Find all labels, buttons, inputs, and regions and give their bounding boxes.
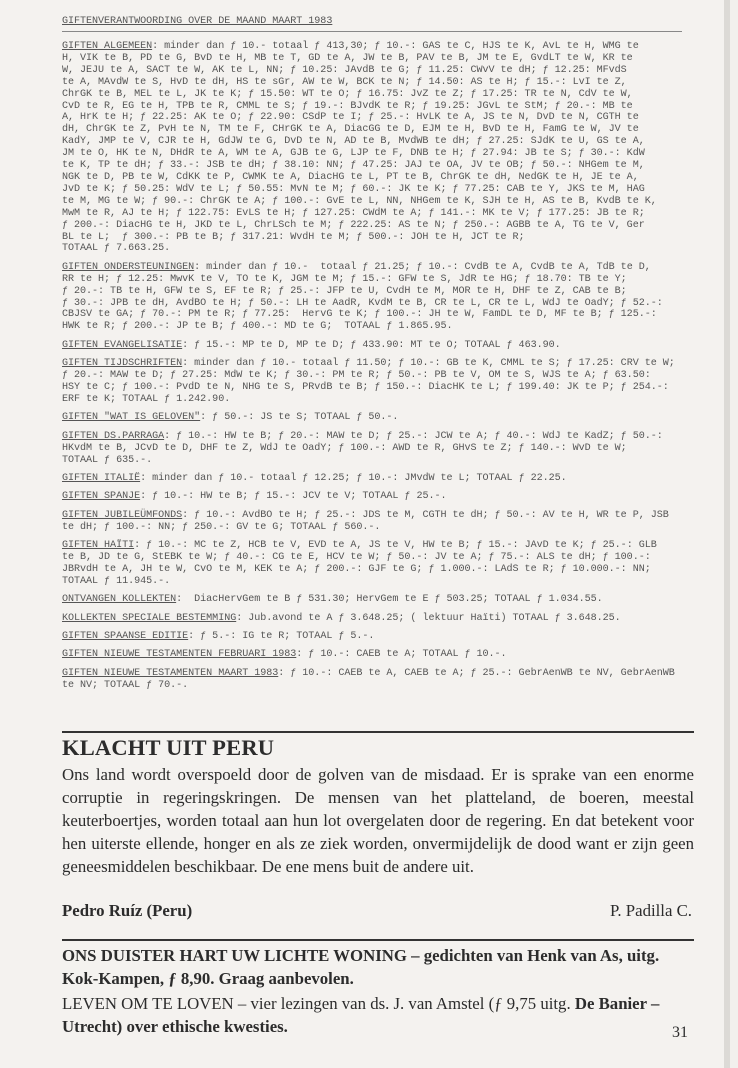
donation-line xyxy=(62,232,682,244)
donation-line xyxy=(62,382,682,394)
line-text: : ƒ 10.-: HW te B; ƒ 15.-: JCV te V; TOTAAL ƒ 25.-. xyxy=(140,491,447,503)
section-label: GIFTEN NIEUWE TESTAMENTEN MAART 1983 xyxy=(62,667,279,679)
book-ad-ons-duister-hart: ONS DUISTER HART UW LICHTE WONING – gedichten van Henk van As, uitg. Kok-Kampen, ƒ 8,90. Graag aanbevolen. xyxy=(62,946,660,988)
donation-line xyxy=(62,243,682,255)
section-label: GIFTEN JUBILEÜMFONDS xyxy=(62,509,183,521)
section-label: GIFTEN NIEUWE TESTAMENTEN FEBRUARI 1983 xyxy=(62,649,297,661)
article-divider-top xyxy=(62,731,694,733)
line-text: : DiacHervGem te B ƒ 531.30; HervGem te E ƒ 503.25; TOTAAL ƒ 1.034.55. xyxy=(176,594,603,606)
donation-section xyxy=(62,473,682,485)
article-title: KLACHT UIT PERU xyxy=(62,735,275,760)
donation-line xyxy=(62,473,682,485)
donation-line xyxy=(62,274,682,286)
line-text: H, VIK te B, PD te G, BvD te H, MB te T, GD te A, JW te B, PAV te B, JM te E, GvdLT te W, KR te xyxy=(62,52,633,64)
donation-line xyxy=(62,136,682,148)
donation-line xyxy=(62,124,682,136)
line-text: A, HrK te H; ƒ 22.25: AK te O; ƒ 22.90: CSdP te I; ƒ 25.-: HvLK te A, JS te N, DvD te N, CGTH te xyxy=(62,112,639,124)
line-text: RR te H; ƒ 12.25: MwvK te V, TO te K, JGM te M; ƒ 15.-: GFW te S, JdR te HG; ƒ 18.70: TB te Y; xyxy=(62,273,627,285)
line-text: HSY te C; ƒ 100.-: PvdD te N, NHG te S, PRvdB te B; ƒ 150.-: DiacHK te L; ƒ 199.40: JK te P; ƒ 254.-: xyxy=(62,381,669,393)
donation-line xyxy=(62,370,682,382)
donation-section xyxy=(62,41,682,255)
article-author: Pedro Ruíz (Peru) xyxy=(62,901,193,920)
line-text: te dH; ƒ 100.-: NN; ƒ 250.-: GV te G; TOTAAL ƒ 560.-. xyxy=(62,521,381,533)
section-label: GIFTEN TIJDSCHRIFTEN xyxy=(62,358,183,370)
donation-line xyxy=(62,443,682,455)
donation-line xyxy=(62,491,682,503)
donation-line xyxy=(62,576,682,588)
line-text: : ƒ 10.-: HW te B; ƒ 20.-: MAW te D; ƒ 25.-: JCW te A; ƒ 40.-: WdJ te KadZ; ƒ 50.-: xyxy=(164,430,663,442)
donation-line xyxy=(62,431,682,443)
donation-section xyxy=(62,613,682,625)
donation-line xyxy=(62,309,682,321)
donation-line xyxy=(62,101,682,113)
donation-line xyxy=(62,649,682,661)
article-body: Ons land wordt overspoeld door de golven van de misdaad. Er is sprake van een enorme corruptie in regeringskringen. De mensen van het platteland, de boeren, meestal keuterboertjes, worden totaal aan hun lot overgelaten door de regering. En dat betekent voor hen uiterste ellende, honger en als ze ziek worden, onvermijdelijk de dood want er zijn geen geneesmiddelen beschikbaar. De ene mens buit de andere uit. xyxy=(62,765,694,876)
line-text: W, JEJU te A, SACT te W, AK te L, NN; ƒ 10.25: JAvdB te G; ƒ 11.25: CWvV te dH; ƒ 12.25: MFvdS xyxy=(62,64,627,76)
section-label: GIFTEN "WAT IS GELOVEN" xyxy=(62,412,201,424)
donation-line xyxy=(62,358,682,370)
section-label: GIFTEN ONDERSTEUNINGEN xyxy=(62,261,195,273)
donation-line xyxy=(62,286,682,298)
donation-line xyxy=(62,184,682,196)
donation-line xyxy=(62,112,682,124)
ad2-publisher: De Banier – Utrecht) over ethische kwesties. xyxy=(62,994,660,1036)
donation-section xyxy=(62,510,682,534)
donation-line xyxy=(62,564,682,576)
section-label: GIFTEN ITALIË xyxy=(62,472,141,484)
donation-line xyxy=(62,148,682,160)
line-text: JvD te K; ƒ 50.25: WdV te L; ƒ 50.55: MvN te M; ƒ 60.-: JK te K; ƒ 77.25: CAB te Y, JKS te M, HAG xyxy=(62,183,645,195)
line-text: : ƒ 10.-: CAEB te A; TOTAAL ƒ 10.-. xyxy=(296,649,507,661)
line-text: MwM te R, AJ te H; ƒ 122.75: EvLS te H; ƒ 127.25: CWdM te A; ƒ 141.-: MK te V; ƒ 177.25: JB te R; xyxy=(62,207,645,219)
donation-line xyxy=(62,594,682,606)
donation-line xyxy=(62,668,682,680)
donation-section xyxy=(62,491,682,503)
line-text: : ƒ 10.-: AvdBO te H; ƒ 25.-: JDS te M, CGTH te dH; ƒ 50.-: AV te H, WR te P, JSB xyxy=(182,509,669,521)
line-text: dH, ChrGK te Z, PvH te N, TM te F, CHrGK te A, DiacGG te D, EJM te H, BvD te H, FamG te W, JV te xyxy=(62,124,639,136)
donation-line xyxy=(62,540,682,552)
donation-line xyxy=(62,680,682,692)
line-text: te M, MG te W; ƒ 90.-: ChrGK te A; ƒ 100.-: GvE te L, NN, NHGem te K, SJH te H, AS te B, KvdB te K, xyxy=(62,195,657,207)
line-text: : ƒ 5.-: IG te R; TOTAAL ƒ 5.-. xyxy=(188,630,375,642)
donation-line xyxy=(62,196,682,208)
line-text: JM te O, HK te N, DHdR te A, WM te A, GJB te G, LJP te F, DNB te H; ƒ 27.94: JB te S; ƒ 30.-: KdW xyxy=(62,148,645,160)
donation-section xyxy=(62,668,682,692)
line-text: : minder dan ƒ 10.- totaal ƒ 12.25; ƒ 10.-: JMvdW te L; TOTAAL ƒ 22.25. xyxy=(140,472,567,484)
donation-line xyxy=(62,455,682,467)
donation-line xyxy=(62,321,682,333)
line-text: ƒ 20.-: TB te H, GFW te S, EF te R; ƒ 25.-: JFP te U, CvdH te M, MOR te H, DHF te Z, CAB te B; xyxy=(62,285,627,297)
line-text: : minder dan ƒ 10.- totaal ƒ 11.50; ƒ 10.-: GB te K, CMML te S; ƒ 17.25: CRV te W; xyxy=(182,358,675,370)
donation-section xyxy=(62,649,682,661)
donation-line xyxy=(62,613,682,625)
donation-line xyxy=(62,41,682,53)
line-text: ƒ 20.-: MAW te D; ƒ 27.25: MdW te K; ƒ 30.-: PM te R; ƒ 50.-: PB te V, OM te S, WJS te A; ƒ 63.50: xyxy=(62,370,651,382)
line-text: KadY, JMP te V, CJR te H, GdJW te G, DvD te N, AD te B, MvdWB te dH; ƒ 27.25: SJdK te U, GS te A, xyxy=(62,136,645,148)
line-text: : Jub.avond te A ƒ 3.648.25; ( lektuur Haïti) TOTAAL ƒ 3.648.25. xyxy=(236,612,621,624)
header-title: GIFTENVERANTWOORDING OVER DE MAAND MAART 1983 xyxy=(62,16,333,27)
article-signature xyxy=(62,901,692,921)
line-text: : ƒ 10.-: CAEB te A, CAEB te A; ƒ 25.-: GebrAenWB te NV, GebrAenWB xyxy=(278,667,675,679)
line-text: te A, MAvdW te S, HvD te dH, HS te sGr, AW te W, BCK te N; ƒ 14.50: AS te H; ƒ 15.-: LvI te Z, xyxy=(62,76,627,88)
donation-line xyxy=(62,208,682,220)
line-text: : ƒ 50.-: JS te S; TOTAAL ƒ 50.-. xyxy=(200,412,399,424)
header-divider xyxy=(62,31,682,32)
line-text: HKvdM te B, JCvD te D, DHF te Z, WdJ te OadY; ƒ 100.-: AWD te R, GHvS te Z; ƒ 140.-: WvD te W; xyxy=(62,442,627,454)
donation-section xyxy=(62,431,682,467)
ads-divider xyxy=(62,939,694,941)
section-label: GIFTEN HAÏTI xyxy=(62,540,135,552)
line-text: JBRvdH te A, JH te W, CvO te M, KEK te A; ƒ 200.-: GJF te G; ƒ 1.000.-: LAdS te R; ƒ 10.000.-: NN; xyxy=(62,563,651,575)
line-text: BL te L; ƒ 300.-: PB te B; ƒ 317.21: WvdH te M; ƒ 500.-: JOH te H, JCT te R; xyxy=(62,231,525,243)
donation-line xyxy=(62,522,682,534)
section-label: GIFTEN SPAANSE EDITIE xyxy=(62,630,189,642)
donations-list xyxy=(62,41,682,698)
donation-line xyxy=(62,631,682,643)
donation-section xyxy=(62,631,682,643)
line-text: NGK te D, PB te W, CdKK te P, CWMK te A, DiacHG te L, PT te B, ChrGK te dH, NedGK te H, JE te A, xyxy=(62,171,639,183)
book-ad-leven-om-te-loven xyxy=(62,992,694,1038)
donation-line xyxy=(62,77,682,89)
line-text: HWK te R; ƒ 200.-: JP te B; ƒ 400.-: MD te G; TOTAAL ƒ 1.865.95. xyxy=(62,321,453,333)
donation-section xyxy=(62,358,682,406)
page-number: 31 xyxy=(672,1024,688,1041)
section-label: ONTVANGEN KOLLEKTEN xyxy=(62,594,177,606)
line-text: ChrGK te B, MEL te L, JK te K; ƒ 15.50: WT te O; ƒ 16.75: JvZ te Z; ƒ 17.25: TR te N, CdV te W, xyxy=(62,88,633,100)
donation-line xyxy=(62,65,682,77)
donation-line xyxy=(62,412,682,424)
line-text: ERF te K; TOTAAL ƒ 1.242.90. xyxy=(62,393,231,405)
donation-line xyxy=(62,220,682,232)
article-translator: P. Padilla C. xyxy=(609,901,692,920)
donation-section xyxy=(62,412,682,424)
line-text: : minder dan ƒ 10.- totaal ƒ 21.25; ƒ 10.-: CvdB te A, CvdB te A, TdB te D, xyxy=(194,261,651,273)
line-text: TOTAAL ƒ 11.945.-. xyxy=(62,575,171,587)
donation-section xyxy=(62,340,682,352)
line-text: TOTAAL ƒ 7.663.25. xyxy=(62,243,171,255)
section-label: GIFTEN EVANGELISATIE xyxy=(62,339,183,351)
line-text: te K, TP te dH; ƒ 33.-: JSB te dH; ƒ 38.10: NN; ƒ 47.25: JAJ te OA, JV te OB; ƒ 50.-: NHGem te M, xyxy=(62,160,645,172)
line-text: : ƒ 15.-: MP te D, MP te D; ƒ 433.90: MT te O; TOTAAL ƒ 463.90. xyxy=(182,339,561,351)
donation-line xyxy=(62,552,682,564)
donation-line xyxy=(62,89,682,101)
donation-section xyxy=(62,594,682,606)
line-text: te NV; TOTAAL ƒ 70.-. xyxy=(62,679,189,691)
line-text: CvD te R, EG te H, TPB te R, CMML te S; ƒ 19.-: BJvdK te R; ƒ 19.25: JGvL te StM; ƒ 20.-: MB te xyxy=(62,100,633,112)
line-text: te B, JD te G, StEBK te W; ƒ 40.-: CG te E, HCV te W; ƒ 50.-: JV te A; ƒ 75.-: ALS te dH; ƒ 100.-: xyxy=(62,551,651,563)
ad2-text: LEVEN OM TE LOVEN – vier lezingen van ds. J. van Amstel (ƒ 9,75 uitg. xyxy=(62,994,575,1013)
line-text: : ƒ 10.-: MC te Z, HCB te V, EVD te A, JS te V, HW te B; ƒ 15.-: JAvD te K; ƒ 25.-: GLB xyxy=(134,540,657,552)
donation-line xyxy=(62,160,682,172)
section-label: GIFTEN ALGEMEEN xyxy=(62,41,153,52)
line-text: CBJSV te GA; ƒ 70.-: PM te R; ƒ 77.25: HervG te K; ƒ 100.-: JH te W, FamDL te D, MF te B; ƒ 125.-: xyxy=(62,309,657,321)
donation-line xyxy=(62,510,682,522)
section-label: GIFTEN DS.PARRAGA xyxy=(62,430,165,442)
donation-line xyxy=(62,262,682,274)
donation-line xyxy=(62,53,682,65)
donation-line xyxy=(62,298,682,310)
page-header xyxy=(62,16,332,28)
line-text: ƒ 30.-: JPB te dH, AvdBO te H; ƒ 50.-: LH te AadR, KvdM te B, CR te L, CR te L, WdJ te OadY; ƒ 52.-: xyxy=(62,297,663,309)
line-text: : minder dan ƒ 10.- totaal ƒ 413,30; ƒ 10.-: GAS te C, HJS te K, AvL te H, WMG te xyxy=(152,41,639,52)
line-text: ƒ 200.-: DiacHG te H, JKD te L, ChrLSch te M; ƒ 222.25: AS te N; ƒ 250.-: AGBB te A, TG te V, Ger xyxy=(62,219,645,231)
donation-line xyxy=(62,394,682,406)
donation-section xyxy=(62,540,682,588)
donation-line xyxy=(62,340,682,352)
section-label: KOLLEKTEN SPECIALE BESTEMMING xyxy=(62,612,237,624)
donation-section xyxy=(62,262,682,333)
section-label: GIFTEN SPANJE xyxy=(62,491,141,503)
donation-line xyxy=(62,172,682,184)
line-text: TOTAAL ƒ 635.-. xyxy=(62,454,153,466)
